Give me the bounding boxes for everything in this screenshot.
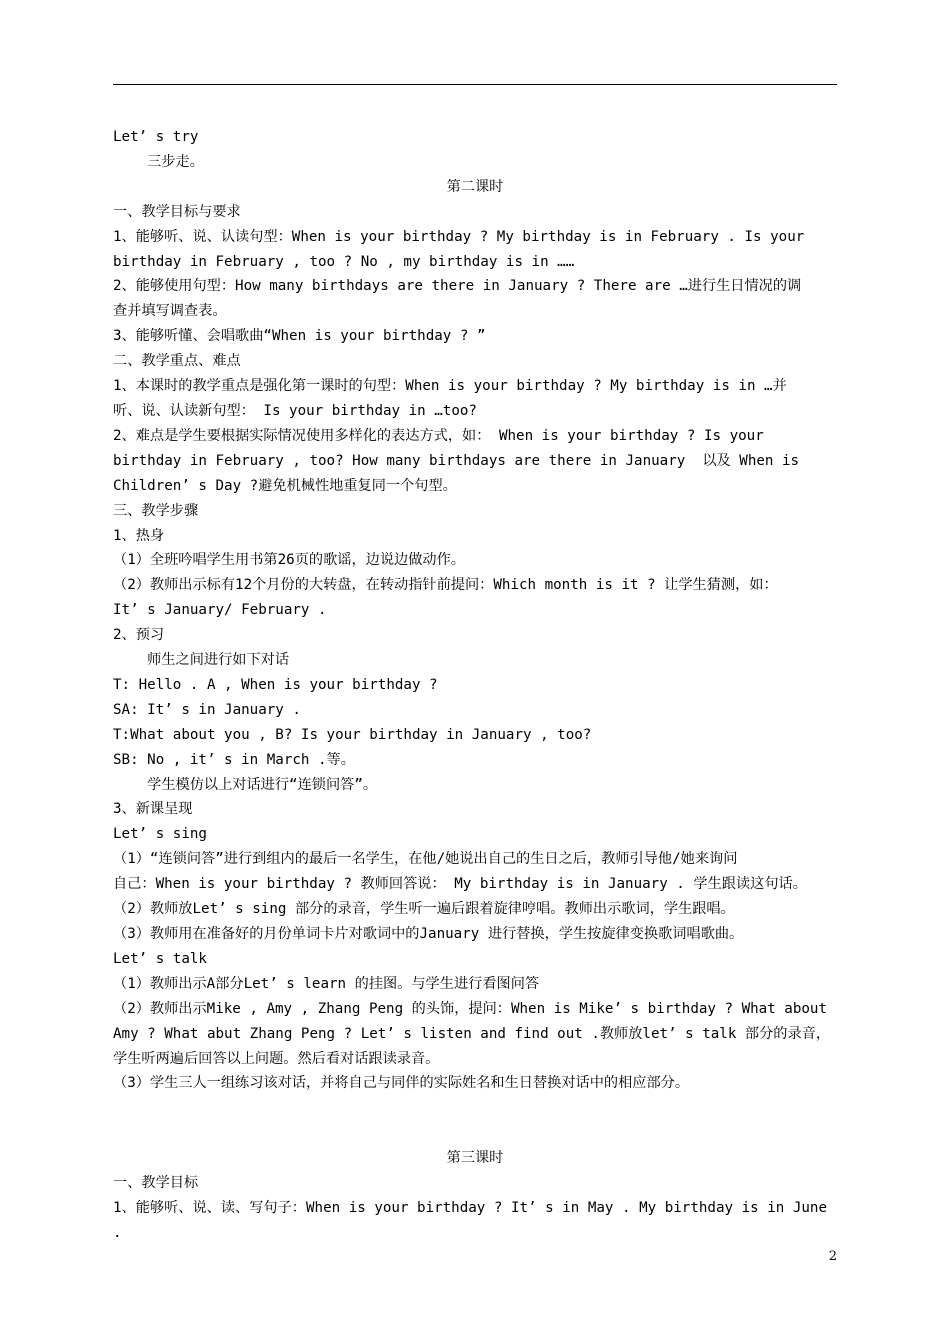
text-line: Let’ s try bbox=[113, 129, 199, 145]
header-rule bbox=[113, 84, 837, 85]
text-line: 3、能够听懂、会唱歌曲“When is your birthday ? ” bbox=[113, 328, 486, 345]
text-line: It’ s January/ February . bbox=[113, 602, 327, 619]
text-line: （1）“连锁问答”进行到组内的最后一名学生，在他/她说出自己的生日之后，教师引导他/她来询问 bbox=[113, 851, 738, 868]
text-line: 2、预习 bbox=[113, 627, 165, 644]
text-line: 师生之间进行如下对话 bbox=[113, 652, 290, 669]
text-line: （3）学生三人一组练习该对话，并将自己与同伴的实际姓名和生日替换对话中的相应部分。 bbox=[113, 1075, 690, 1092]
text-line: （2）教师放Let’ s sing 部分的录音，学生听一遍后跟着旋律哼唱。教师出示歌词，学生跟唱。 bbox=[113, 901, 735, 918]
text-line: 学生听两遍后回答以上问题。然后看对话跟读录音。 bbox=[113, 1050, 440, 1067]
text-line: 三、教学步骤 bbox=[113, 502, 199, 519]
text-line: （1）全班吟唱学生用书第26页的歌谣，边说边做动作。 bbox=[113, 552, 465, 569]
page-number: 2 bbox=[828, 1249, 837, 1264]
text-line: 1、能够听、说、认读句型：When is your birthday ? My birthday is in February . Is your bbox=[113, 228, 805, 245]
document-body bbox=[113, 125, 837, 1246]
text-line: Children’ s Day ?避免机械性地重复同一个句型。 bbox=[113, 477, 457, 494]
text-line: 1、热身 bbox=[113, 527, 165, 544]
text-line: 自己：When is your birthday ? 教师回答说： My birthday is in January . 学生跟读这句话。 bbox=[113, 876, 807, 893]
text-line: 2、难点是学生要根据实际情况使用多样化的表达方式，如： When is your birthday ? Is your bbox=[113, 427, 764, 444]
text-line: Let’ s sing bbox=[113, 826, 207, 843]
text-line: 三步走。 bbox=[113, 153, 204, 170]
text-line: T:What about you , B? Is your birthday in January , too? bbox=[113, 726, 592, 743]
text-line: 二、教学重点、难点 bbox=[113, 353, 241, 370]
text-line: （2）教师出示Mike , Amy , Zhang Peng 的头饰，提问：When is Mike’ s birthday ? What about bbox=[113, 1000, 828, 1017]
text-line: birthday in February , too ? No , my birthday is in …… bbox=[113, 253, 575, 270]
text-line: （1）教师出示A部分Let’ s learn 的挂图。与学生进行看图问答 bbox=[113, 975, 540, 992]
text-line: Amy ? What abut Zhang Peng ? Let’ s listen and find out .教师放let’ s talk 部分的录音， bbox=[113, 1025, 831, 1042]
text-line: 一、教学目标与要求 bbox=[113, 203, 241, 220]
text-line: 听、说、认读新句型： Is your birthday in …too? bbox=[113, 402, 477, 419]
section-heading: 第二课时 bbox=[446, 178, 504, 195]
section-heading: 第三课时 bbox=[446, 1150, 504, 1167]
text-line: （3）教师用在准备好的月份单词卡片对歌词中的January 进行替换，学生按旋律变换歌词唱歌曲。 bbox=[113, 926, 744, 942]
text-line: Let’ s talk bbox=[113, 950, 207, 967]
text-line: T: Hello . A , When is your birthday ? bbox=[113, 676, 438, 693]
text-line: 2、能够使用句型：How many birthdays are there in January ? There are …进行生日情况的调 bbox=[113, 278, 802, 295]
blank-line bbox=[113, 1121, 837, 1146]
text-line: birthday in February , too? How many birthdays are there in January 以及 When is bbox=[113, 452, 800, 469]
text-line: SA: It’ s in January . bbox=[113, 701, 301, 718]
text-line: （2）教师出示标有12个月份的大转盘，在转动指针前提问：Which month is it ? 让学生猜测，如： bbox=[113, 577, 778, 594]
text-line: 1、能够听、说、读、写句子：When is your birthday ? It’ s in May . My birthday is in June . bbox=[113, 1199, 836, 1241]
text-line: 3、新课呈现 bbox=[113, 801, 193, 818]
text-line: 1、本课时的教学重点是强化第一课时的句型：When is your birthday ? My birthday is in …并 bbox=[113, 378, 787, 395]
blank-line bbox=[113, 1096, 837, 1121]
text-line: 学生模仿以上对话进行“连锁问答”。 bbox=[113, 776, 378, 793]
text-line: 查并填写调查表。 bbox=[113, 303, 227, 320]
text-line: 一、教学目标 bbox=[113, 1175, 199, 1192]
text-line: SB: No , it’ s in March .等。 bbox=[113, 751, 355, 768]
